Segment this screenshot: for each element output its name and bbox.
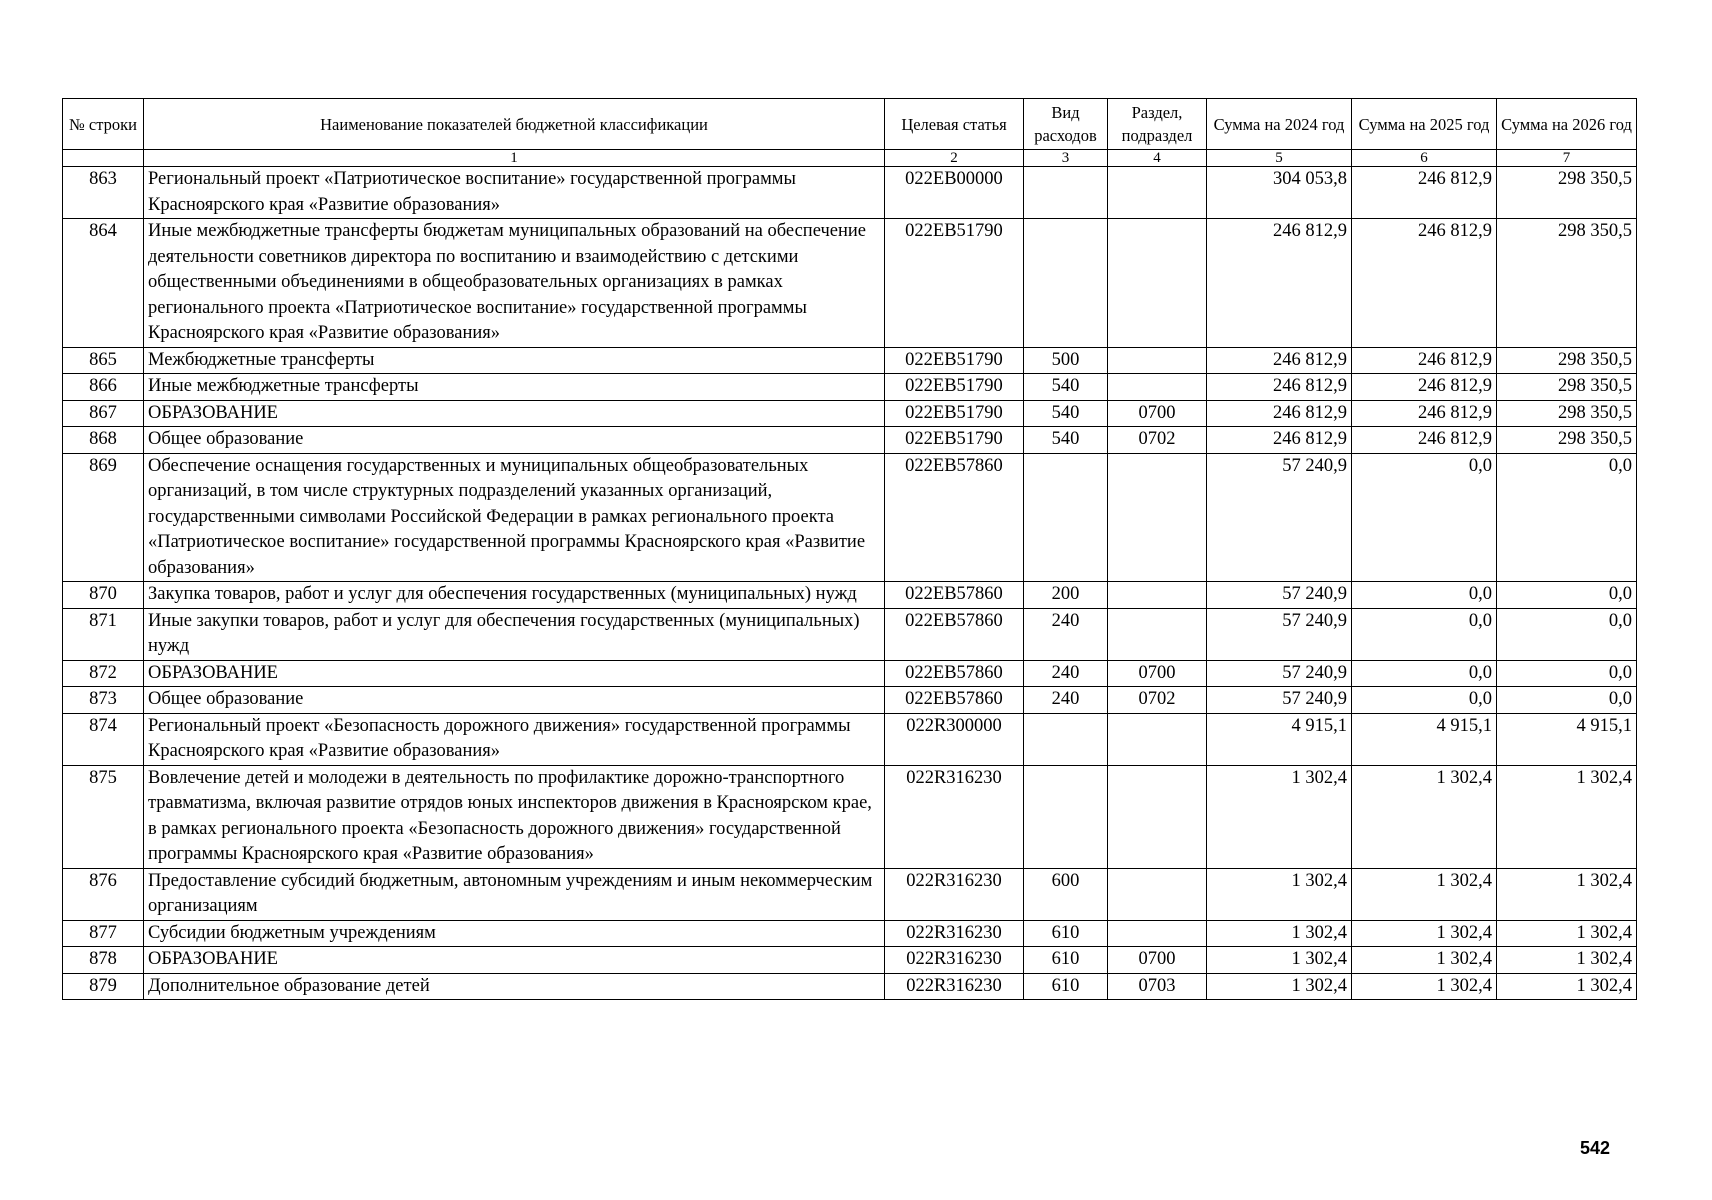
row-number: 868 <box>63 427 144 454</box>
row-name: Межбюджетные трансферты <box>144 347 885 374</box>
table-row <box>63 167 1637 219</box>
table-row <box>63 608 1637 660</box>
row-name: Иные межбюджетные трансферты <box>144 374 885 401</box>
row-section <box>1108 868 1207 920</box>
row-target-article: 022EB51790 <box>885 400 1024 427</box>
row-name: ОБРАЗОВАНИЕ <box>144 947 885 974</box>
row-target-article: 022R300000 <box>885 713 1024 765</box>
header-target-article: Целевая статья <box>885 99 1024 150</box>
row-sum-2024: 246 812,9 <box>1207 400 1352 427</box>
table-row <box>63 582 1637 609</box>
row-sum-2025: 4 915,1 <box>1352 713 1497 765</box>
column-number: 4 <box>1108 150 1207 167</box>
row-target-article: 022EB51790 <box>885 347 1024 374</box>
row-section <box>1108 582 1207 609</box>
row-name: Обеспечение оснащения государственных и муниципальных общеобразовательных организаций, в том числе структурных подразделений указанных организаций, государственными символами Российской Федерации в рамках регионального проекта «Патриотическое воспитание» государственной программы Красноярского края «Развитие образования» <box>144 453 885 582</box>
row-expense-type <box>1024 713 1108 765</box>
row-sum-2025: 0,0 <box>1352 660 1497 687</box>
row-sum-2024: 304 053,8 <box>1207 167 1352 219</box>
row-sum-2026: 298 350,5 <box>1497 400 1637 427</box>
row-expense-type: 540 <box>1024 374 1108 401</box>
row-number: 879 <box>63 973 144 1000</box>
column-number: 3 <box>1024 150 1108 167</box>
row-number: 877 <box>63 920 144 947</box>
row-number: 864 <box>63 219 144 348</box>
row-expense-type <box>1024 219 1108 348</box>
row-sum-2025: 0,0 <box>1352 687 1497 714</box>
row-sum-2026: 0,0 <box>1497 660 1637 687</box>
row-section: 0700 <box>1108 660 1207 687</box>
row-sum-2026: 0,0 <box>1497 582 1637 609</box>
row-expense-type: 540 <box>1024 400 1108 427</box>
row-number: 873 <box>63 687 144 714</box>
row-sum-2024: 57 240,9 <box>1207 687 1352 714</box>
row-expense-type: 240 <box>1024 660 1108 687</box>
table-row <box>63 973 1637 1000</box>
row-section <box>1108 765 1207 868</box>
row-sum-2026: 0,0 <box>1497 453 1637 582</box>
row-target-article: 022EB57860 <box>885 687 1024 714</box>
column-number: 7 <box>1497 150 1637 167</box>
row-target-article: 022R316230 <box>885 920 1024 947</box>
row-sum-2025: 0,0 <box>1352 608 1497 660</box>
row-sum-2025: 246 812,9 <box>1352 427 1497 454</box>
row-sum-2025: 246 812,9 <box>1352 219 1497 348</box>
row-section <box>1108 453 1207 582</box>
row-sum-2024: 1 302,4 <box>1207 947 1352 974</box>
row-number: 865 <box>63 347 144 374</box>
row-section <box>1108 374 1207 401</box>
header-row-number: № строки <box>63 99 144 150</box>
row-section <box>1108 920 1207 947</box>
table-row <box>63 427 1637 454</box>
column-number: 5 <box>1207 150 1352 167</box>
row-sum-2025: 1 302,4 <box>1352 868 1497 920</box>
row-sum-2024: 57 240,9 <box>1207 660 1352 687</box>
table-row <box>63 453 1637 582</box>
header-sum-2025: Сумма на 2025 год <box>1352 99 1497 150</box>
row-number: 863 <box>63 167 144 219</box>
row-expense-type: 500 <box>1024 347 1108 374</box>
row-sum-2024: 1 302,4 <box>1207 973 1352 1000</box>
row-name: Иные межбюджетные трансферты бюджетам муниципальных образований на обеспечение деятельности советников директора по воспитанию и взаимодействию с детскими общественными объединениями в общеобразовательных организациях в рамках регионального проекта «Патриотическое воспитание» государственной программы Красноярского края «Развитие образования» <box>144 219 885 348</box>
table-row <box>63 713 1637 765</box>
row-sum-2026: 298 350,5 <box>1497 167 1637 219</box>
row-sum-2025: 246 812,9 <box>1352 167 1497 219</box>
page-number: 542 <box>1580 1138 1611 1158</box>
row-name: Предоставление субсидий бюджетным, автономным учреждениям и иным некоммерческим организациям <box>144 868 885 920</box>
row-sum-2024: 1 302,4 <box>1207 868 1352 920</box>
row-sum-2025: 1 302,4 <box>1352 765 1497 868</box>
row-sum-2026: 298 350,5 <box>1497 427 1637 454</box>
row-sum-2024: 57 240,9 <box>1207 608 1352 660</box>
column-number: 1 <box>144 150 885 167</box>
row-expense-type: 610 <box>1024 947 1108 974</box>
row-expense-type: 240 <box>1024 687 1108 714</box>
row-sum-2026: 1 302,4 <box>1497 765 1637 868</box>
row-sum-2025: 246 812,9 <box>1352 374 1497 401</box>
row-section <box>1108 347 1207 374</box>
row-name: Региональный проект «Безопасность дорожного движения» государственной программы Красноярского края «Развитие образования» <box>144 713 885 765</box>
row-section <box>1108 713 1207 765</box>
row-expense-type: 600 <box>1024 868 1108 920</box>
row-target-article: 022EB57860 <box>885 608 1024 660</box>
header-sum-2026: Сумма на 2026 год <box>1497 99 1637 150</box>
row-sum-2026: 1 302,4 <box>1497 868 1637 920</box>
row-name: Субсидии бюджетным учреждениям <box>144 920 885 947</box>
row-name: Иные закупки товаров, работ и услуг для обеспечения государственных (муниципальных) нужд <box>144 608 885 660</box>
table-row <box>63 920 1637 947</box>
row-name: Вовлечение детей и молодежи в деятельность по профилактике дорожно-транспортного травматизма, включая развитие отрядов юных инспекторов движения в Красноярском крае, в рамках регионального проекта «Безопасность дорожного движения» государственной программы Красноярского края «Развитие образования» <box>144 765 885 868</box>
row-sum-2024: 246 812,9 <box>1207 347 1352 374</box>
row-target-article: 022EB57860 <box>885 582 1024 609</box>
row-target-article: 022R316230 <box>885 765 1024 868</box>
row-sum-2024: 246 812,9 <box>1207 427 1352 454</box>
table-row <box>63 868 1637 920</box>
row-section <box>1108 219 1207 348</box>
column-number <box>63 150 144 167</box>
row-number: 867 <box>63 400 144 427</box>
row-section: 0703 <box>1108 973 1207 1000</box>
row-target-article: 022R316230 <box>885 947 1024 974</box>
row-sum-2026: 1 302,4 <box>1497 920 1637 947</box>
row-section <box>1108 608 1207 660</box>
row-target-article: 022R316230 <box>885 973 1024 1000</box>
row-name: ОБРАЗОВАНИЕ <box>144 660 885 687</box>
table-row <box>63 765 1637 868</box>
row-sum-2025: 1 302,4 <box>1352 947 1497 974</box>
row-section: 0702 <box>1108 427 1207 454</box>
row-number: 874 <box>63 713 144 765</box>
row-sum-2024: 1 302,4 <box>1207 920 1352 947</box>
row-sum-2025: 0,0 <box>1352 582 1497 609</box>
row-sum-2026: 1 302,4 <box>1497 947 1637 974</box>
row-expense-type <box>1024 167 1108 219</box>
table-row <box>63 400 1637 427</box>
row-sum-2026: 4 915,1 <box>1497 713 1637 765</box>
row-sum-2025: 246 812,9 <box>1352 400 1497 427</box>
table-row <box>63 947 1637 974</box>
header-section: Раздел, подраздел <box>1108 99 1207 150</box>
row-expense-type: 200 <box>1024 582 1108 609</box>
row-number: 876 <box>63 868 144 920</box>
row-sum-2024: 57 240,9 <box>1207 582 1352 609</box>
row-number: 869 <box>63 453 144 582</box>
row-name: Закупка товаров, работ и услуг для обеспечения государственных (муниципальных) нужд <box>144 582 885 609</box>
row-expense-type: 610 <box>1024 973 1108 1000</box>
row-section: 0702 <box>1108 687 1207 714</box>
header-sum-2024: Сумма на 2024 год <box>1207 99 1352 150</box>
row-expense-type: 540 <box>1024 427 1108 454</box>
row-section <box>1108 167 1207 219</box>
row-sum-2026: 0,0 <box>1497 687 1637 714</box>
row-number: 872 <box>63 660 144 687</box>
row-expense-type <box>1024 453 1108 582</box>
header-name: Наименование показателей бюджетной классификации <box>144 99 885 150</box>
budget-table <box>62 98 1637 1000</box>
row-name: Дополнительное образование детей <box>144 973 885 1000</box>
row-name: Общее образование <box>144 427 885 454</box>
row-section: 0700 <box>1108 400 1207 427</box>
table-row <box>63 347 1637 374</box>
row-name: Региональный проект «Патриотическое воспитание» государственной программы Красноярского края «Развитие образования» <box>144 167 885 219</box>
header-expense-type: Вид расходов <box>1024 99 1108 150</box>
row-number: 875 <box>63 765 144 868</box>
row-sum-2026: 298 350,5 <box>1497 374 1637 401</box>
row-expense-type <box>1024 765 1108 868</box>
row-expense-type: 610 <box>1024 920 1108 947</box>
row-sum-2024: 246 812,9 <box>1207 374 1352 401</box>
table-row <box>63 687 1637 714</box>
row-sum-2024: 4 915,1 <box>1207 713 1352 765</box>
row-target-article: 022EB57860 <box>885 660 1024 687</box>
row-target-article: 022EB57860 <box>885 453 1024 582</box>
table-row <box>63 219 1637 348</box>
row-section: 0700 <box>1108 947 1207 974</box>
row-number: 870 <box>63 582 144 609</box>
column-number: 6 <box>1352 150 1497 167</box>
row-target-article: 022EB00000 <box>885 167 1024 219</box>
table-row <box>63 660 1637 687</box>
row-expense-type: 240 <box>1024 608 1108 660</box>
row-sum-2025: 1 302,4 <box>1352 973 1497 1000</box>
row-target-article: 022R316230 <box>885 868 1024 920</box>
row-number: 871 <box>63 608 144 660</box>
row-target-article: 022EB51790 <box>885 219 1024 348</box>
row-sum-2024: 1 302,4 <box>1207 765 1352 868</box>
row-name: Общее образование <box>144 687 885 714</box>
row-target-article: 022EB51790 <box>885 374 1024 401</box>
row-sum-2024: 246 812,9 <box>1207 219 1352 348</box>
row-sum-2026: 1 302,4 <box>1497 973 1637 1000</box>
row-number: 866 <box>63 374 144 401</box>
table-row <box>63 374 1637 401</box>
row-sum-2026: 298 350,5 <box>1497 219 1637 348</box>
row-sum-2026: 298 350,5 <box>1497 347 1637 374</box>
row-sum-2025: 0,0 <box>1352 453 1497 582</box>
row-sum-2024: 57 240,9 <box>1207 453 1352 582</box>
row-sum-2026: 0,0 <box>1497 608 1637 660</box>
column-number-row <box>63 150 1637 167</box>
column-number: 2 <box>885 150 1024 167</box>
row-number: 878 <box>63 947 144 974</box>
row-name: ОБРАЗОВАНИЕ <box>144 400 885 427</box>
row-sum-2025: 1 302,4 <box>1352 920 1497 947</box>
row-target-article: 022EB51790 <box>885 427 1024 454</box>
header-row <box>63 99 1637 150</box>
row-sum-2025: 246 812,9 <box>1352 347 1497 374</box>
